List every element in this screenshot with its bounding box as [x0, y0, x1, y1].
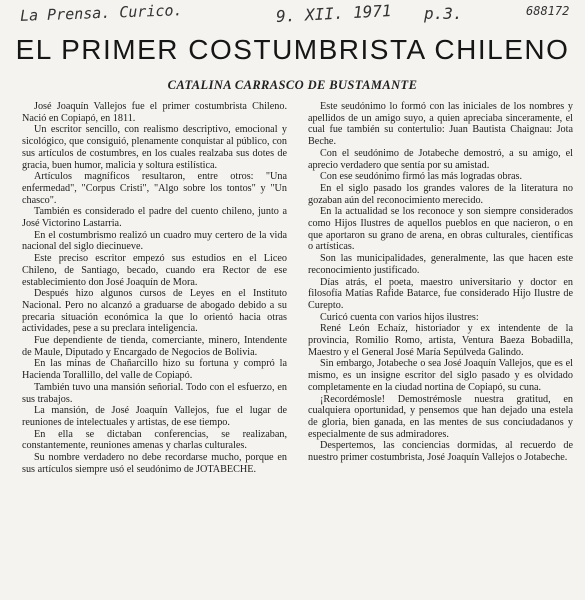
paragraph: ¡Recordémosle! Demostrémosle nuestra gratitud, en cualquiera oportunidad, y pensemos que han dejado una estela de gloria, bien ganada, en las mentes de sus conciudadanos y especialmente de sus admiradores. — [308, 393, 573, 440]
article-title: EL PRIMER COSTUMBRISTA CHILENO — [15, 34, 570, 65]
paragraph: Son las municipalidades, generalmente, las que hacen este reconocimiento justificado. — [308, 253, 573, 276]
paragraph: En el costumbrismo realizó un cuadro muy certero de la vida nacional del siglo diecinueve. — [22, 229, 287, 253]
handwritten-annotation — [14, 0, 575, 30]
paragraph: Sin embargo, Jotabeche o sea José Joaquín Vallejos, que es el mismo, es un insigne escritor del siglo pasado y es olvidado completamente en la ciudad nortina de Copiapó, su cuna. — [308, 358, 573, 393]
handwritten-code: 688172 — [526, 4, 570, 18]
paragraph: En ella se dictaban conferencias, se realizaban, constantemente, reuniones amenas y charlas culturales. — [22, 428, 287, 452]
paragraph: René León Echaíz, historiador y ex intendente de la provincia, Romilio Romo, artista, Ventura Baeza Bobadilla, Maestro y el General José María Sepúlveda Galindo. — [308, 323, 573, 358]
paragraph: Curicó cuenta con varios hijos ilustres: — [320, 311, 479, 323]
paragraph: Con el seudónimo de Jotabeche demostró, a su amigo, el aprecio verdadero que sentía por su amistad. — [308, 147, 573, 171]
paragraph: En las minas de Chañarcillo hizo su fortuna y compró la Hacienda Torallillo, del valle de Copiapó. — [22, 358, 287, 382]
paragraph: Un escritor sencillo, con realismo descriptivo, emocional y sicológico, que consiguió, plenamente conquistar al público, con sus artículos de costumbres, en los cuales realzaba sus dotes de gracia, buen humor, malicia y soltura estilística. — [22, 124, 287, 171]
paragraph: En la actualidad se los reconoce y son siempre considerados como Hijos Ilustres de aquellos pueblos en que nacieron, o en que aportaron su grano de arena, en obras culturales, científicas o artísticas. — [308, 206, 573, 253]
paragraph: Su nombre verdadero no debe recordarse mucho, porque en sus artículos siempre usó el seudónimo de JOTABECHE. — [22, 452, 287, 475]
paragraph: También tuvo una mansión señorial. Todo con el esfuerzo, en sus trabajos. — [22, 381, 287, 405]
paragraph: La mansión, de José Joaquín Vallejos, fue el lugar de reuniones de intelectuales y artistas, de ese tiempo. — [22, 405, 287, 428]
paragraph: José Joaquín Vallejos fue el primer costumbrista Chileno. Nació en Copiapó, en 1811. — [22, 101, 287, 124]
paragraph: Artículos magníficos resultaron, entre otros: "Una enfermedad", "Corpus Cristi", "Algo sobre los tontos" y "Un chasco". — [22, 171, 287, 206]
paragraph: Días atrás, el poeta, maestro universitario y doctor en filosofía Matías Rafide Batarce, fue considerado Hijo Ilustre de Curepto. — [308, 276, 573, 311]
article-column-left — [22, 101, 287, 476]
paragraph: En el siglo pasado los grandes valores de la literatura no gozaban aún del reconocimiento merecido. — [308, 182, 573, 206]
paragraph: Despertemos, las conciencias dormidas, al recuerdo de nuestro primer costumbrista, José Joaquín Vallejos o Jotabeche. — [308, 440, 573, 464]
article-author: CATALINA CARRASCO DE BUSTAMANTE — [167, 78, 418, 92]
handwritten-source: La Prensa. Curico. — [19, 1, 183, 25]
handwritten-page: p.3. — [424, 4, 463, 23]
paragraph: Este seudónimo lo formó con las iniciales de los nombres y apellidos de un amigo suyo, a quien apreciaba sinceramente, el cual fue también su contertulio: Juan Bautista Chaignau: Jota Beche. — [308, 101, 573, 148]
paragraph: Este preciso escritor empezó sus estudios en el Liceo Chileno, de Santiago, becado, cuando era Rector de ese establecimiento don José Joaquín de Mora. — [22, 253, 287, 288]
paragraph: También es considerado el padre del cuento chileno, junto a José Victorino Lastarria. — [22, 206, 287, 230]
paragraph: Con ese seudónimo firmó las más logradas obras. — [320, 171, 523, 183]
article-column-right — [308, 101, 573, 464]
handwritten-date: 9. XII. 1971 — [275, 0, 393, 27]
paragraph: Fue dependiente de tienda, comerciante, minero, Intendente de Maule, Diputado y Encargado de Negocios de Bolivia. — [22, 335, 287, 358]
paragraph: Después hizo algunos cursos de Leyes en el Instituto Nacional. Pero no alcanzó a graduarse de abogado debido a su precaria situación económica la que lo orientó hacia otras actividades, pese a su preclara inteligencia. — [22, 288, 287, 335]
